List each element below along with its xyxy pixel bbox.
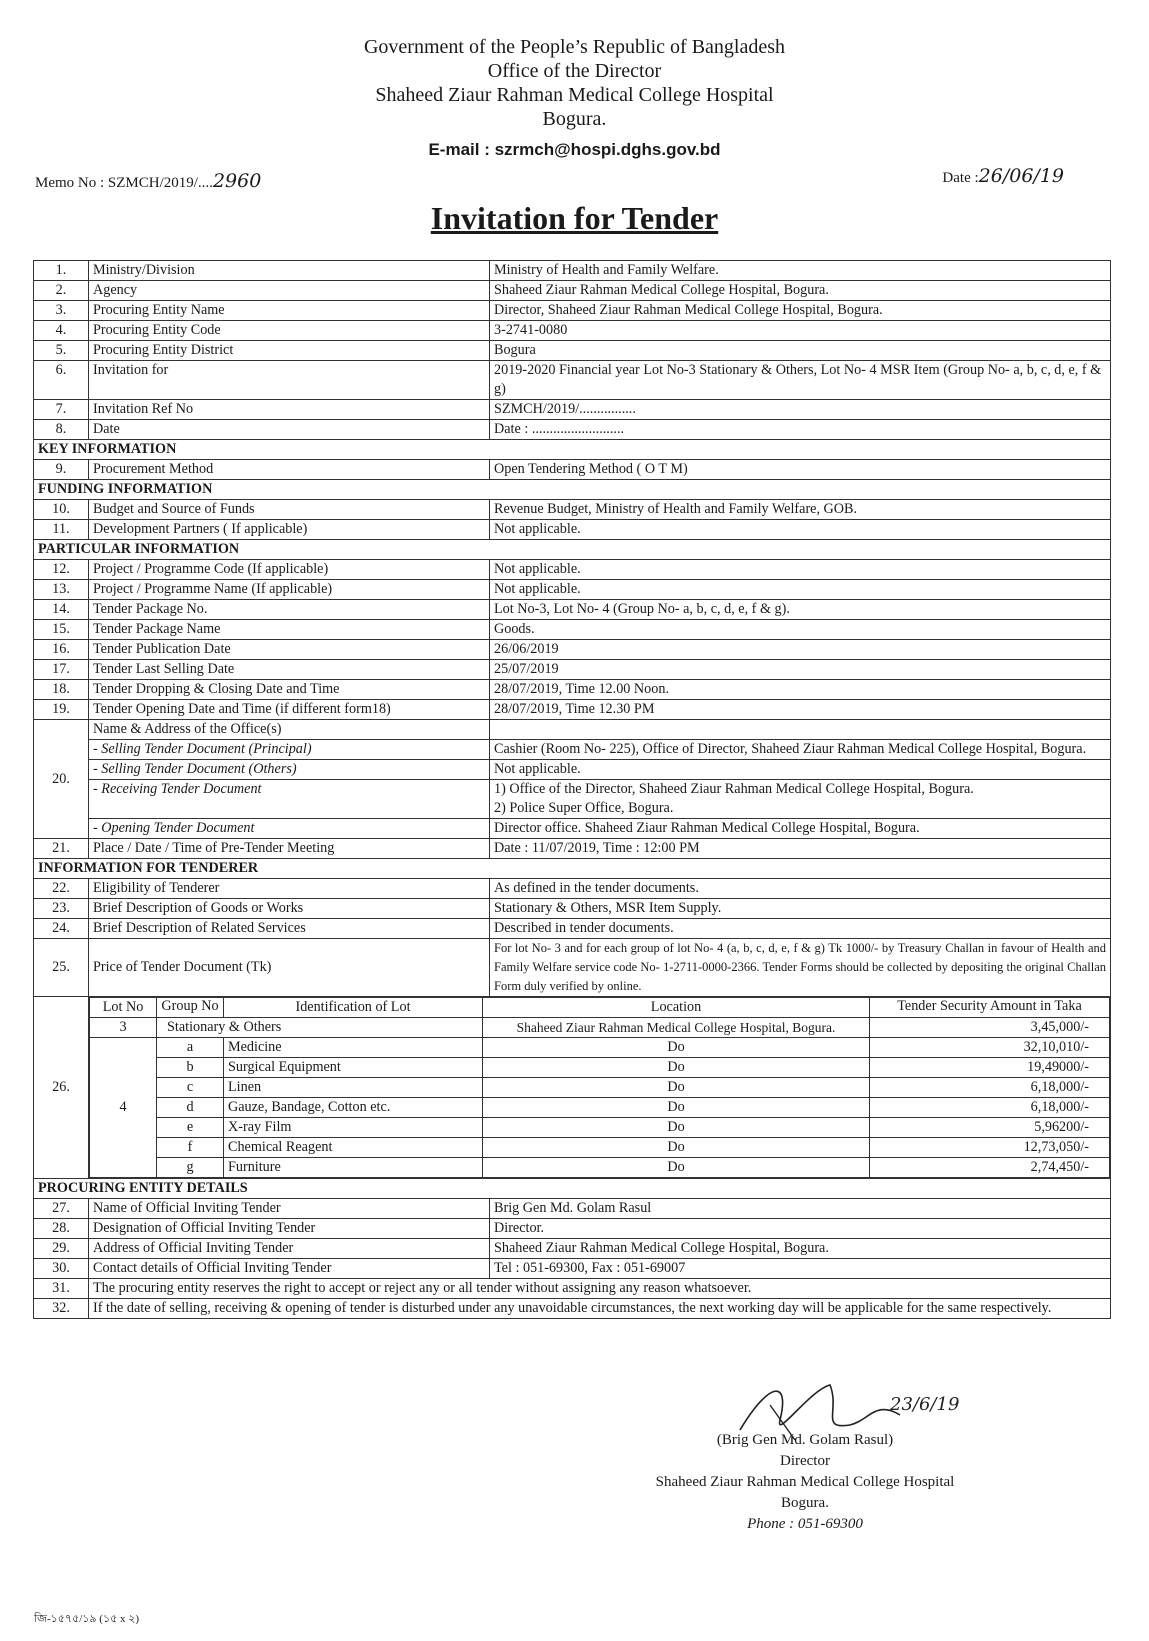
table-row <box>34 420 1111 440</box>
row-value: Ministry of Health and Family Welfare. <box>490 261 1111 281</box>
signatory-designation: Director <box>780 1453 830 1469</box>
row-25 <box>34 939 1111 997</box>
row-value: Director. <box>490 1219 1111 1239</box>
table-row <box>34 400 1111 420</box>
row-20a <box>34 740 1111 760</box>
table-row <box>34 301 1111 321</box>
date-handwritten: 26/06/19 <box>978 165 1064 187</box>
row-number: 16. <box>34 640 89 660</box>
memo-label: Memo No : SZMCH/2019/.... <box>35 175 213 191</box>
table-row <box>34 919 1111 939</box>
row-label: Brief Description of Goods or Works <box>89 899 490 919</box>
group-amount: 32,10,010/- <box>870 1038 1110 1058</box>
row-value: Described in tender documents. <box>490 919 1111 939</box>
row-number: 27. <box>34 1199 89 1219</box>
row-number: 2. <box>34 281 89 301</box>
group-location: Do <box>483 1098 870 1118</box>
row-number: 8. <box>34 420 89 440</box>
row-value: Not applicable. <box>490 560 1111 580</box>
signature-date: 23/6/19 <box>890 1394 960 1415</box>
page-title: Invitation for Tender <box>430 200 719 236</box>
table-row <box>34 660 1111 680</box>
row-number: 21. <box>34 839 89 859</box>
lot-row <box>90 1138 1110 1158</box>
row-label: Tender Last Selling Date <box>89 660 490 680</box>
group-location: Do <box>483 1118 870 1138</box>
lot-row <box>90 1038 1110 1058</box>
row-label: Invitation for <box>89 361 490 400</box>
section-particular-information <box>34 540 1111 560</box>
row-label: Procurement Method <box>89 460 490 480</box>
group-letter: d <box>157 1098 224 1118</box>
row-label: Brief Description of Related Services <box>89 919 490 939</box>
group-amount: 6,18,000/- <box>870 1078 1110 1098</box>
row-20c <box>34 780 1111 819</box>
row-32 <box>34 1299 1111 1319</box>
row-label: Tender Opening Date and Time (if different form18) <box>89 700 490 720</box>
lot-row <box>90 1058 1110 1078</box>
row-value: 25/07/2019 <box>490 660 1111 680</box>
row-value: Cashier (Room No- 225), Office of Director, Shaheed Ziaur Rahman Medical College Hospital, Bogura. <box>490 740 1111 760</box>
row-value: Director office. Shaheed Ziaur Rahman Medical College Hospital, Bogura. <box>490 819 1111 839</box>
email-line: E-mail : szrmch@hospi.dghs.gov.bd <box>428 140 721 159</box>
row-number: 19. <box>34 700 89 720</box>
group-location: Do <box>483 1058 870 1078</box>
signatory-org: Shaheed Ziaur Rahman Medical College Hospital <box>655 1474 955 1490</box>
row-number: 18. <box>34 680 89 700</box>
row-number: 4. <box>34 321 89 341</box>
row-label: Designation of Official Inviting Tender <box>89 1219 490 1239</box>
memo-handwritten: 2960 <box>212 170 262 192</box>
row-number: 28. <box>34 1219 89 1239</box>
row-number: 15. <box>34 620 89 640</box>
lot-location: Shaheed Ziaur Rahman Medical College Hospital, Bogura. <box>483 1018 870 1038</box>
group-amount: 19,49000/- <box>870 1058 1110 1078</box>
row-number: 31. <box>34 1279 89 1299</box>
section-heading: PARTICULAR INFORMATION <box>34 540 1111 560</box>
row-value: Brig Gen Md. Golam Rasul <box>490 1199 1111 1219</box>
row-value: 26/06/2019 <box>490 640 1111 660</box>
signatory-phone: Phone : 051-69300 <box>747 1516 863 1532</box>
gov-heading: Government of the People’s Republic of Bangladesh <box>363 36 785 58</box>
row-label: Tender Publication Date <box>89 640 490 660</box>
table-row <box>34 680 1111 700</box>
group-amount: 12,73,050/- <box>870 1138 1110 1158</box>
row-number: 9. <box>34 460 89 480</box>
lot-table <box>89 997 1110 1178</box>
row-label: Invitation Ref No <box>89 400 490 420</box>
row-number: 10. <box>34 500 89 520</box>
row-label: - Receiving Tender Document <box>89 780 490 819</box>
row-label: Date <box>89 420 490 440</box>
row-value: Open Tendering Method ( O T M) <box>490 460 1111 480</box>
table-row <box>34 839 1111 859</box>
lot-row <box>90 1158 1110 1178</box>
row-number: 32. <box>34 1299 89 1319</box>
row-label: - Selling Tender Document (Others) <box>89 760 490 780</box>
row-number: 22. <box>34 879 89 899</box>
table-row <box>34 700 1111 720</box>
signature-scribble-icon <box>700 1370 960 1450</box>
row-value: Bogura <box>490 341 1111 361</box>
memo-number <box>35 170 261 192</box>
table-row <box>34 640 1111 660</box>
row-number: 11. <box>34 520 89 540</box>
receiving-office-1: 1) Office of the Director, Shaheed Ziaur Rahman Medical College Hospital, Bogura. <box>494 781 974 797</box>
office-heading: Office of the Director <box>487 60 662 82</box>
row-number: 29. <box>34 1239 89 1259</box>
table-row <box>34 361 1111 400</box>
row-number: 1. <box>34 261 89 281</box>
group-amount: 5,96200/- <box>870 1118 1110 1138</box>
group-location: Do <box>483 1078 870 1098</box>
group-name: Linen <box>224 1078 483 1098</box>
table-row <box>34 620 1111 640</box>
lot-number: 3 <box>90 1018 157 1038</box>
lot-header: Lot No <box>90 998 157 1018</box>
row-value: Not applicable. <box>490 760 1111 780</box>
row-value: 2019-2020 Financial year Lot No-3 Stationary & Others, Lot No- 4 MSR Item (Group No- a, b, c, d, e, f & g) <box>490 361 1111 400</box>
row-label: Eligibility of Tenderer <box>89 879 490 899</box>
row-number: 12. <box>34 560 89 580</box>
row-label: Price of Tender Document (Tk) <box>89 939 490 997</box>
group-letter: f <box>157 1138 224 1158</box>
group-name: Surgical Equipment <box>224 1058 483 1078</box>
section-heading: FUNDING INFORMATION <box>34 480 1111 500</box>
group-letter: a <box>157 1038 224 1058</box>
group-name: Medicine <box>224 1038 483 1058</box>
memo-date <box>942 165 1064 187</box>
row-number: 5. <box>34 341 89 361</box>
group-location: Do <box>483 1138 870 1158</box>
city-heading: Bogura. <box>542 108 607 130</box>
row-label: Place / Date / Time of Pre-Tender Meeting <box>89 839 490 859</box>
table-row <box>34 560 1111 580</box>
table-row <box>34 879 1111 899</box>
section-heading: INFORMATION FOR TENDERER <box>34 859 1111 879</box>
row-20d <box>34 819 1111 839</box>
table-row <box>34 580 1111 600</box>
section-information-for-tenderer <box>34 859 1111 879</box>
row-value: Tel : 051-69300, Fax : 051-69007 <box>490 1259 1111 1279</box>
lot-table-cell <box>89 997 1111 1179</box>
tender-table <box>33 260 1111 1319</box>
group-name: Chemical Reagent <box>224 1138 483 1158</box>
table-row <box>34 1239 1111 1259</box>
table-row <box>34 520 1111 540</box>
row-label: Procuring Entity Name <box>89 301 490 321</box>
row-value: 28/07/2019, Time 12.00 Noon. <box>490 680 1111 700</box>
row-value: As defined in the tender documents. <box>490 879 1111 899</box>
lot-row <box>90 1018 1110 1038</box>
row-value: SZMCH/2019/................ <box>490 400 1111 420</box>
row-label: Development Partners ( If applicable) <box>89 520 490 540</box>
row-number: 7. <box>34 400 89 420</box>
group-header: Group No <box>157 998 224 1018</box>
signatory-name: (Brig Gen Md. Golam Rasul) <box>716 1432 894 1448</box>
row-value: Director, Shaheed Ziaur Rahman Medical College Hospital, Bogura. <box>490 301 1111 321</box>
row-number: 14. <box>34 600 89 620</box>
row-20b <box>34 760 1111 780</box>
row-number: 20. <box>34 720 89 839</box>
table-row <box>34 281 1111 301</box>
group-name: Gauze, Bandage, Cotton etc. <box>224 1098 483 1118</box>
row-number: 25. <box>34 939 89 997</box>
row-value: 28/07/2019, Time 12.30 PM <box>490 700 1111 720</box>
row-label: Procuring Entity Code <box>89 321 490 341</box>
lot-row <box>90 1118 1110 1138</box>
lot-row <box>90 1098 1110 1118</box>
row-value: Revenue Budget, Ministry of Health and Family Welfare, GOB. <box>490 500 1111 520</box>
table-row <box>34 899 1111 919</box>
group-letter: c <box>157 1078 224 1098</box>
row-number: 13. <box>34 580 89 600</box>
lot-row <box>90 998 1110 1018</box>
group-name: X-ray Film <box>224 1118 483 1138</box>
row-label: Project / Programme Name (If applicable) <box>89 580 490 600</box>
row-label: Contact details of Official Inviting Tender <box>89 1259 490 1279</box>
row-number: 17. <box>34 660 89 680</box>
table-row <box>34 261 1111 281</box>
table-row <box>34 321 1111 341</box>
row-label: Address of Official Inviting Tender <box>89 1239 490 1259</box>
lot-amount: 3,45,000/- <box>870 1018 1110 1038</box>
row-number: 26. <box>34 997 89 1179</box>
row-label: Budget and Source of Funds <box>89 500 490 520</box>
group-letter: b <box>157 1058 224 1078</box>
section-key-information <box>34 440 1111 460</box>
row-label: Ministry/Division <box>89 261 490 281</box>
row-label: Name of Official Inviting Tender <box>89 1199 490 1219</box>
row-value: Stationary & Others, MSR Item Supply. <box>490 899 1111 919</box>
section-heading: PROCURING ENTITY DETAILS <box>34 1179 1111 1199</box>
row-label: - Selling Tender Document (Principal) <box>89 740 490 760</box>
row-26 <box>34 997 1111 1179</box>
lot-number: 4 <box>90 1038 157 1178</box>
row-number: 6. <box>34 361 89 400</box>
row-value: For lot No- 3 and for each group of lot No- 4 (a, b, c, d, e, f & g) Tk 1000/- by Treasury Challan in favour of Health and Family Welfare service code No- 1-2711-0000-2366. Tender Forms should be collected by depositing the original Challan Form duly verified by online. <box>490 939 1111 997</box>
section-heading: KEY INFORMATION <box>34 440 1111 460</box>
row-value: 3-2741-0080 <box>490 321 1111 341</box>
signature-block <box>640 1394 970 1535</box>
lot-name: Stationary & Others <box>157 1018 483 1038</box>
signatory-city: Bogura. <box>781 1495 829 1511</box>
group-location: Do <box>483 1158 870 1178</box>
amount-header: Tender Security Amount in Taka <box>870 998 1110 1018</box>
table-row <box>34 341 1111 361</box>
table-row <box>34 500 1111 520</box>
group-amount: 6,18,000/- <box>870 1098 1110 1118</box>
row-value: Goods. <box>490 620 1111 640</box>
group-name: Furniture <box>224 1158 483 1178</box>
receiving-office-2: 2) Police Super Office, Bogura. <box>494 800 674 816</box>
row-label: Tender Dropping & Closing Date and Time <box>89 680 490 700</box>
row-label: Project / Programme Code (If applicable) <box>89 560 490 580</box>
row-label: - Opening Tender Document <box>89 819 490 839</box>
group-location: Do <box>483 1038 870 1058</box>
row-label: Name & Address of the Office(s) <box>89 720 490 740</box>
table-row <box>34 600 1111 620</box>
row-value: Date : 11/07/2019, Time : 12:00 PM <box>490 839 1111 859</box>
section-funding-information <box>34 480 1111 500</box>
table-row <box>34 1259 1111 1279</box>
group-letter: e <box>157 1118 224 1138</box>
row-number: 30. <box>34 1259 89 1279</box>
table-row <box>34 460 1111 480</box>
row-label: Tender Package No. <box>89 600 490 620</box>
group-amount: 2,74,450/- <box>870 1158 1110 1178</box>
row-label: Procuring Entity District <box>89 341 490 361</box>
row-31 <box>34 1279 1111 1299</box>
footer-code: জি-১৫৭৫/১৯ (১৫ x ২) <box>34 1613 140 1625</box>
row-value: Shaheed Ziaur Rahman Medical College Hospital, Bogura. <box>490 1239 1111 1259</box>
row-value <box>490 720 1111 740</box>
row-value <box>490 780 1111 819</box>
row-text: The procuring entity reserves the right to accept or reject any or all tender without assigning any reason whatsoever. <box>89 1279 1111 1299</box>
row-value: Not applicable. <box>490 520 1111 540</box>
row-label: Tender Package Name <box>89 620 490 640</box>
row-number: 3. <box>34 301 89 321</box>
group-letter: g <box>157 1158 224 1178</box>
row-value: Lot No-3, Lot No- 4 (Group No- a, b, c, d, e, f & g). <box>490 600 1111 620</box>
table-row <box>34 1219 1111 1239</box>
identification-header: Identification of Lot <box>224 998 483 1018</box>
row-value: Shaheed Ziaur Rahman Medical College Hospital, Bogura. <box>490 281 1111 301</box>
row-text: If the date of selling, receiving & opening of tender is disturbed under any unavoidable circumstances, the next working day will be applicable for the same respectively. <box>89 1299 1111 1319</box>
row-label: Agency <box>89 281 490 301</box>
row-number: 23. <box>34 899 89 919</box>
row-number: 24. <box>34 919 89 939</box>
table-row <box>34 1199 1111 1219</box>
hospital-heading: Shaheed Ziaur Rahman Medical College Hospital <box>375 84 774 106</box>
location-header: Location <box>483 998 870 1018</box>
section-procuring-entity-details <box>34 1179 1111 1199</box>
row-value: Date : .......................... <box>490 420 1111 440</box>
row-value: Not applicable. <box>490 580 1111 600</box>
lot-row <box>90 1078 1110 1098</box>
date-label: Date : <box>942 170 979 186</box>
row-20 <box>34 720 1111 740</box>
